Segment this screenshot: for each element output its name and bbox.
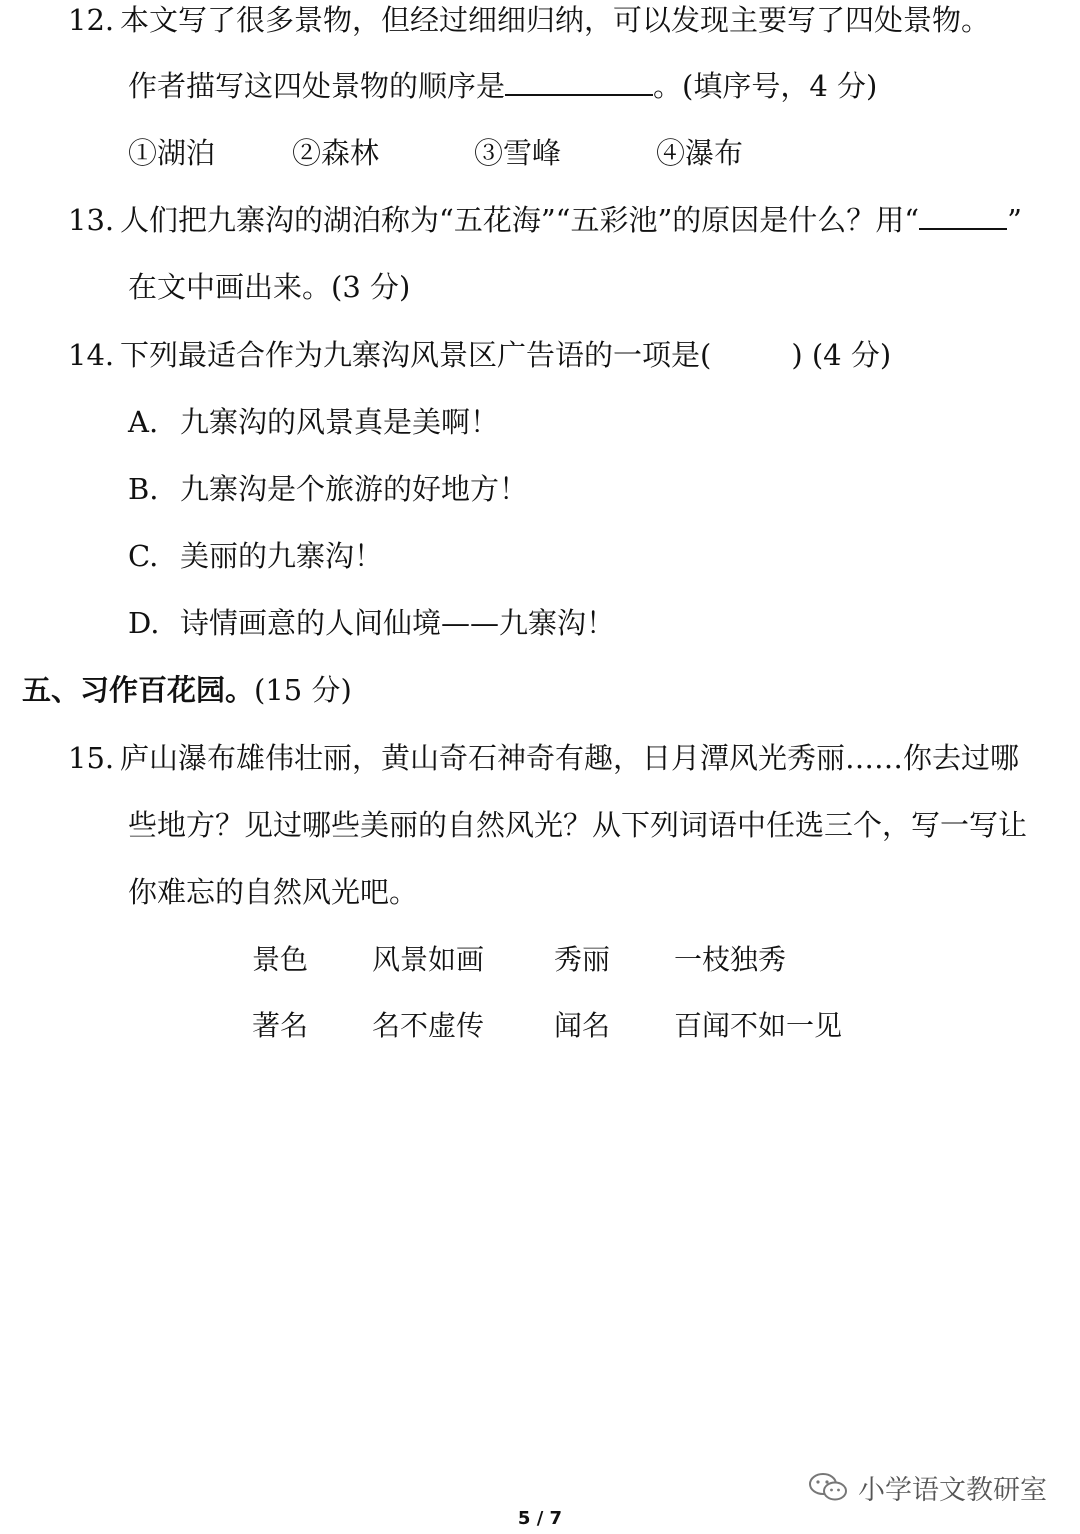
q14-option-d [128, 603, 615, 643]
q15-text-2: 些地方？见过哪些美丽的自然风光？从下列词语中任选三个，写一写让 [128, 808, 1028, 842]
word-item: 秀丽 [554, 943, 611, 976]
q15-line1 [68, 738, 1019, 778]
q12-option: ①湖泊 [128, 136, 216, 170]
q12-option: ②森林 [292, 136, 380, 170]
q14-line1 [68, 335, 891, 375]
wechat-icon [808, 1471, 848, 1503]
q13-text-b: ” [1007, 203, 1022, 237]
word-item: 景色 [252, 943, 309, 976]
q12-option: ③雪峰 [474, 136, 562, 170]
q12-line2 [128, 66, 877, 106]
word-item: 一枝独秀 [674, 943, 787, 976]
option-text: 九寨沟是个旅游的好地方！ [180, 472, 529, 506]
q12-text-a: 作者描写这四处景物的顺序是 [128, 69, 506, 103]
q12-number: 12. [68, 3, 115, 37]
q14-option-c [128, 536, 383, 576]
option-text: 诗情画意的人间仙境——九寨沟！ [180, 606, 616, 640]
q15-text-3: 你难忘的自然风光吧。 [128, 875, 419, 909]
watermark [808, 1465, 1047, 1509]
q13-text-a: 人们把九寨沟的湖泊称为“五花海”“五彩池”的原因是什么？用“ [120, 203, 920, 237]
section-heading [22, 670, 352, 710]
q15-text-1: 庐山瀑布雄伟壮丽，黄山奇石神奇有趣，日月潭风光秀丽……你去过哪 [120, 741, 1020, 775]
q14-number: 14. [68, 338, 115, 372]
word-item: 著名 [252, 1009, 309, 1042]
q14-option-b [128, 469, 528, 509]
q15-line3 [128, 872, 418, 912]
q12-text-b: 。(填序号，4 分) [653, 69, 878, 103]
word-bank-row-2 [252, 1006, 892, 1046]
word-item: 闻名 [554, 1009, 611, 1042]
section-score: (15 分) [254, 673, 352, 707]
watermark-text: 小学语文教研室 [858, 1474, 1047, 1506]
q15-number: 15. [68, 741, 115, 775]
word-item: 百闻不如一见 [674, 1009, 843, 1042]
option-text: 美丽的九寨沟！ [180, 539, 384, 573]
q14-text-b: ) (4 分) [791, 338, 892, 372]
q13-line2 [128, 267, 410, 307]
q13-line1 [68, 200, 1022, 240]
answer-blank [919, 200, 1007, 230]
word-item: 风景如画 [372, 943, 485, 976]
q12-line1 [68, 0, 990, 40]
option-letter: D. [128, 606, 160, 640]
word-item: 名不虚传 [372, 1009, 485, 1042]
q15-line2 [128, 805, 1027, 845]
q14-option-a [128, 402, 499, 442]
q12-option: ④瀑布 [656, 136, 744, 170]
option-letter: C. [128, 539, 159, 573]
q13-number: 13. [68, 203, 115, 237]
answer-blank [505, 66, 653, 96]
option-letter: A. [128, 405, 159, 439]
page-number: 5 / 7 [517, 1508, 563, 1529]
q14-text-a: 下列最适合作为九寨沟风景区广告语的一项是( [120, 338, 712, 372]
q13-text-2: 在文中画出来。(3 分) [128, 270, 411, 304]
word-bank-row-1 [252, 940, 892, 980]
option-text: 九寨沟的风景真是美啊！ [180, 405, 500, 439]
option-letter: B. [128, 472, 159, 506]
q12-text: 本文写了很多景物，但经过细细归纳，可以发现主要写了四处景物。 [120, 3, 991, 37]
section-title: 五、习作百花园。 [22, 673, 255, 707]
